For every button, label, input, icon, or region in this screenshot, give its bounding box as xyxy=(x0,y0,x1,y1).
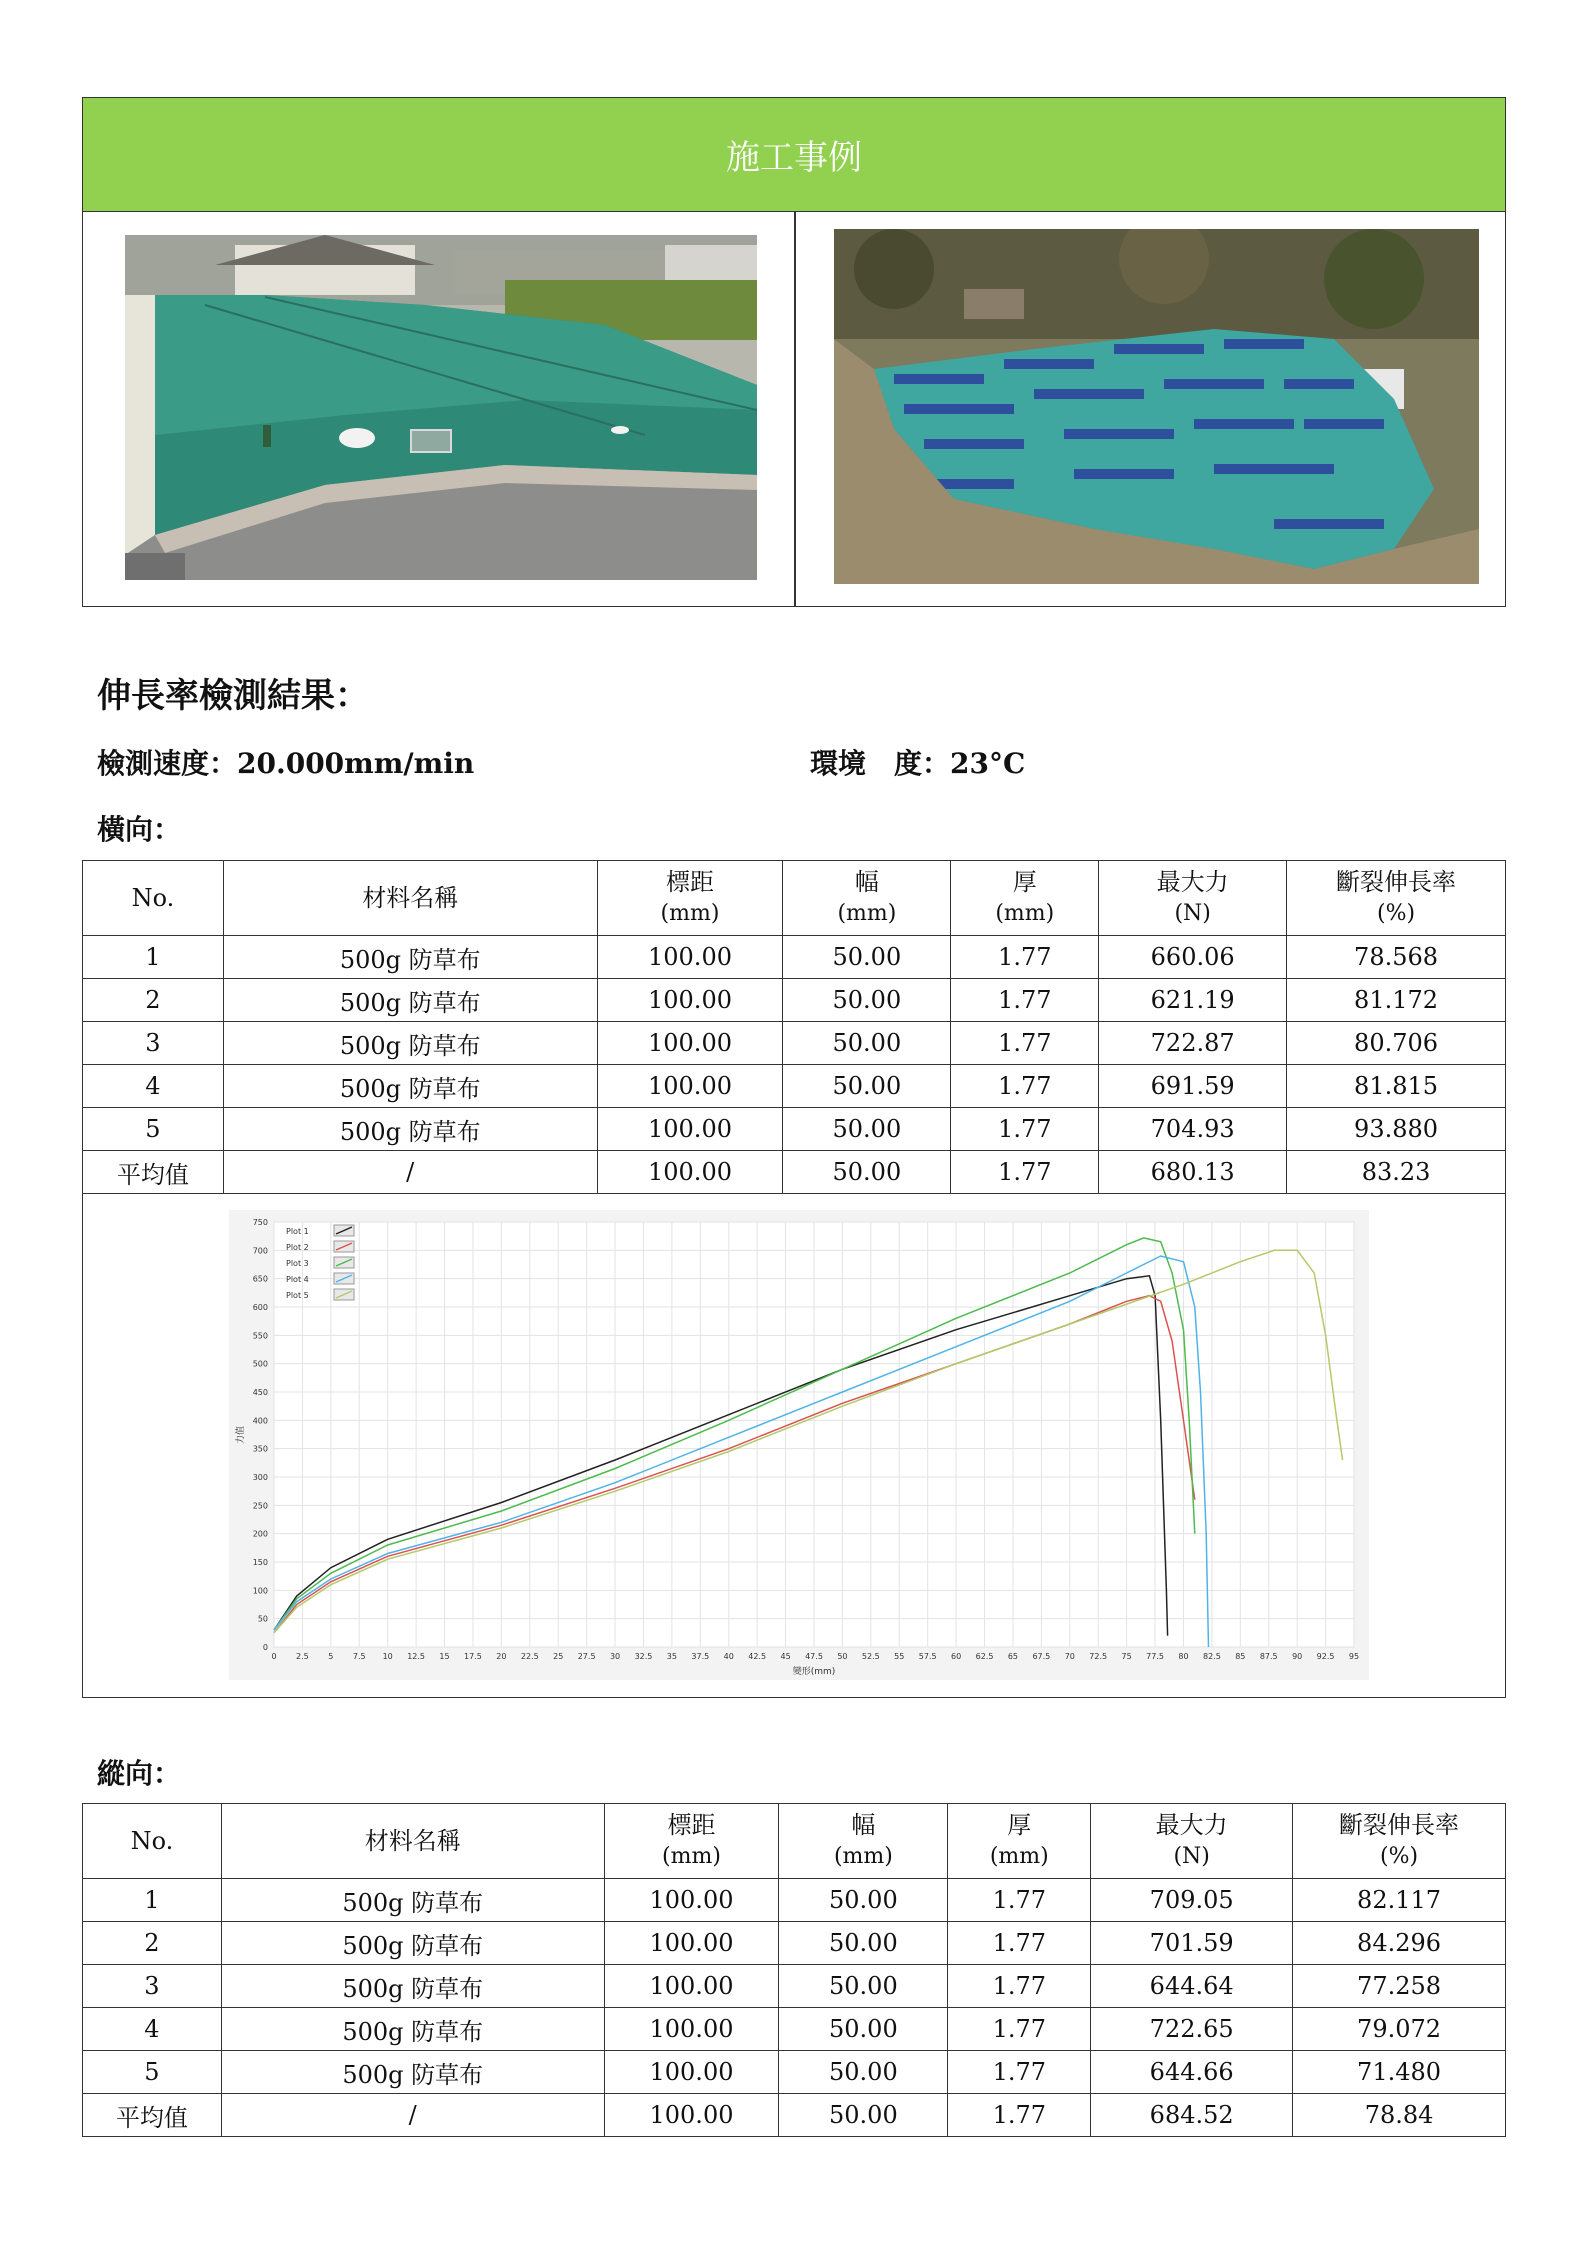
legend-label: Plot 5 xyxy=(286,1291,309,1300)
cell-gauge: 100.00 xyxy=(604,2008,779,2051)
table-row xyxy=(83,1022,1506,1065)
x-tick-label: 45 xyxy=(780,1652,791,1661)
cell-material: 500g 防草布 xyxy=(223,1108,597,1151)
x-axis-label: 變形(mm) xyxy=(792,1667,836,1677)
cell-no: 2 xyxy=(83,979,224,1022)
section-title: 施工事例 xyxy=(726,138,862,178)
header-width: 幅 (mm) xyxy=(779,1804,948,1879)
y-axis-label: 力值 xyxy=(236,1425,246,1445)
cell-width: 50.00 xyxy=(783,936,951,979)
cell-elongation: 78.84 xyxy=(1293,2094,1506,2137)
cell-gauge: 100.00 xyxy=(597,1151,783,1194)
cell-thickness: 1.77 xyxy=(951,936,1099,979)
cell-no: 1 xyxy=(83,1879,222,1922)
cell-elongation: 93.880 xyxy=(1287,1108,1506,1151)
y-tick-label: 700 xyxy=(252,1246,268,1256)
cell-elongation: 84.296 xyxy=(1293,1922,1506,1965)
table-average-row xyxy=(83,1151,1506,1194)
cell-thickness: 1.77 xyxy=(951,1151,1099,1194)
cell-max-force: 644.64 xyxy=(1091,1965,1293,2008)
y-tick-label: 500 xyxy=(252,1359,268,1369)
cell-max-force: 709.05 xyxy=(1091,1879,1293,1922)
cell-width: 50.00 xyxy=(783,1151,951,1194)
cell-elongation: 81.172 xyxy=(1287,979,1506,1022)
header-elongation: 斷裂伸長率 (%) xyxy=(1293,1804,1506,1879)
cell-thickness: 1.77 xyxy=(951,979,1099,1022)
cell-no: 2 xyxy=(83,1922,222,1965)
photo-flat-ground-weed-barrier xyxy=(125,235,757,580)
vertical-results-table xyxy=(82,1803,1506,2137)
table-row xyxy=(83,1108,1506,1151)
environment-label: 環境 度：23°C xyxy=(810,747,1026,780)
table-average-row xyxy=(83,2094,1506,2137)
x-tick-label: 32.5 xyxy=(634,1652,653,1661)
x-tick-label: 62.5 xyxy=(975,1652,994,1661)
cell-width: 50.00 xyxy=(779,2051,948,2094)
y-tick-label: 450 xyxy=(252,1388,268,1397)
y-tick-label: 750 xyxy=(252,1218,268,1227)
cell-gauge: 100.00 xyxy=(597,936,783,979)
cell-gauge: 100.00 xyxy=(597,1108,783,1151)
photo-divider xyxy=(794,211,796,606)
cell-elongation: 81.815 xyxy=(1287,1065,1506,1108)
x-tick-label: 90 xyxy=(1292,1652,1303,1661)
cell-thickness: 1.77 xyxy=(948,1922,1091,1965)
legend-label: Plot 3 xyxy=(286,1259,309,1268)
cell-gauge: 100.00 xyxy=(597,979,783,1022)
cell-max-force: 722.65 xyxy=(1091,2008,1293,2051)
y-tick-label: 300 xyxy=(252,1473,268,1482)
x-tick-label: 12.5 xyxy=(407,1652,426,1661)
cell-thickness: 1.77 xyxy=(951,1108,1099,1151)
cell-elongation: 82.117 xyxy=(1293,1879,1506,1922)
x-tick-label: 35 xyxy=(666,1652,677,1661)
test-speed-label: 檢測速度：20.000mm/min xyxy=(97,747,475,780)
cell-thickness: 1.77 xyxy=(948,2008,1091,2051)
photo-row xyxy=(82,211,1506,607)
force-elongation-chart xyxy=(229,1210,1369,1680)
x-tick-label: 52.5 xyxy=(861,1652,880,1661)
cell-max-force: 691.59 xyxy=(1099,1065,1287,1108)
cell-thickness: 1.77 xyxy=(948,2051,1091,2094)
header-max-force: 最大力 (N) xyxy=(1099,861,1287,936)
header-material: 材料名稱 xyxy=(221,1804,604,1879)
cell-gauge: 100.00 xyxy=(604,1965,779,2008)
cell-width: 50.00 xyxy=(783,1065,951,1108)
x-tick-label: 67.5 xyxy=(1032,1652,1051,1661)
x-tick-label: 42.5 xyxy=(748,1652,767,1661)
x-tick-label: 17.5 xyxy=(464,1652,482,1661)
cell-gauge: 100.00 xyxy=(597,1065,783,1108)
x-tick-label: 57.5 xyxy=(918,1652,937,1661)
cell-thickness: 1.77 xyxy=(948,1879,1091,1922)
table-row xyxy=(83,1879,1506,1922)
cell-thickness: 1.77 xyxy=(951,1065,1099,1108)
chart-cell xyxy=(82,1190,1506,1698)
legend-label: Plot 4 xyxy=(286,1275,309,1284)
cell-no: 3 xyxy=(83,1022,224,1065)
cell-max-force: 644.66 xyxy=(1091,2051,1293,2094)
y-tick-label: 200 xyxy=(252,1529,268,1539)
y-tick-label: 350 xyxy=(252,1444,268,1454)
table-row xyxy=(83,936,1506,979)
y-tick-label: 150 xyxy=(252,1558,268,1567)
test-results-heading: 伸長率檢測結果： xyxy=(97,676,369,716)
x-tick-label: 92.5 xyxy=(1316,1652,1335,1661)
cell-elongation: 77.258 xyxy=(1293,1965,1506,2008)
cell-width: 50.00 xyxy=(779,2094,948,2137)
table-row xyxy=(83,2051,1506,2094)
table-row xyxy=(83,979,1506,1022)
cell-material: 500g 防草布 xyxy=(221,2051,604,2094)
cell-gauge: 100.00 xyxy=(604,2051,779,2094)
table-row xyxy=(83,1965,1506,2008)
x-tick-label: 47.5 xyxy=(805,1652,823,1661)
x-tick-label: 85 xyxy=(1235,1652,1246,1661)
cell-width: 50.00 xyxy=(779,1965,948,2008)
header-width: 幅 (mm) xyxy=(783,861,951,936)
cell-thickness: 1.77 xyxy=(948,2094,1091,2137)
cell-width: 50.00 xyxy=(783,979,951,1022)
legend-label: Plot 2 xyxy=(286,1243,309,1252)
x-tick-label: 25 xyxy=(553,1652,564,1661)
table-header-row xyxy=(83,861,1506,936)
cell-max-force: 684.52 xyxy=(1091,2094,1293,2137)
cell-material: 500g 防草布 xyxy=(223,1022,597,1065)
y-tick-label: 650 xyxy=(252,1274,268,1284)
y-tick-label: 550 xyxy=(252,1331,268,1341)
section-title-band xyxy=(82,97,1506,212)
cell-thickness: 1.77 xyxy=(948,1965,1091,2008)
cell-material: / xyxy=(223,1151,597,1194)
table-row xyxy=(83,2008,1506,2051)
cell-max-force: 660.06 xyxy=(1099,936,1287,979)
legend-label: Plot 1 xyxy=(286,1227,309,1236)
cell-width: 50.00 xyxy=(779,1922,948,1965)
cell-material: / xyxy=(221,2094,604,2137)
cell-width: 50.00 xyxy=(779,1879,948,1922)
x-tick-label: 5 xyxy=(328,1652,334,1661)
cell-gauge: 100.00 xyxy=(604,1922,779,1965)
header-max-force: 最大力 (N) xyxy=(1091,1804,1293,1879)
x-tick-label: 65 xyxy=(1007,1652,1019,1661)
header-no: No. xyxy=(83,861,224,936)
cell-no: 4 xyxy=(83,2008,222,2051)
cell-material: 500g 防草布 xyxy=(221,2008,604,2051)
cell-max-force: 704.93 xyxy=(1099,1108,1287,1151)
x-tick-label: 2.5 xyxy=(296,1652,309,1661)
y-tick-label: 50 xyxy=(257,1614,268,1624)
cell-width: 50.00 xyxy=(779,2008,948,2051)
x-tick-label: 22.5 xyxy=(520,1652,539,1661)
cell-elongation: 71.480 xyxy=(1293,2051,1506,2094)
x-tick-label: 0 xyxy=(271,1652,277,1661)
x-tick-label: 77.5 xyxy=(1146,1652,1164,1661)
x-tick-label: 95 xyxy=(1348,1652,1360,1661)
x-tick-label: 60 xyxy=(951,1652,962,1661)
x-tick-label: 72.5 xyxy=(1089,1652,1108,1661)
table-header-row xyxy=(83,1804,1506,1879)
table-row xyxy=(83,1922,1506,1965)
cell-gauge: 100.00 xyxy=(604,2094,779,2137)
cell-max-force: 701.59 xyxy=(1091,1922,1293,1965)
y-tick-label: 250 xyxy=(252,1501,268,1511)
x-tick-label: 15 xyxy=(439,1652,450,1661)
header-gauge: 標距 (mm) xyxy=(604,1804,779,1879)
cell-thickness: 1.77 xyxy=(951,1022,1099,1065)
cell-no: 4 xyxy=(83,1065,224,1108)
header-no: No. xyxy=(83,1804,222,1879)
cell-width: 50.00 xyxy=(783,1022,951,1065)
x-tick-label: 10 xyxy=(382,1652,393,1661)
x-tick-label: 80 xyxy=(1178,1652,1189,1661)
cell-gauge: 100.00 xyxy=(604,1879,779,1922)
cell-no: 3 xyxy=(83,1965,222,2008)
x-tick-label: 70 xyxy=(1064,1652,1075,1661)
x-tick-label: 50 xyxy=(837,1652,848,1661)
y-tick-label: 400 xyxy=(252,1416,268,1426)
horizontal-results-table xyxy=(82,860,1506,1194)
x-tick-label: 7.5 xyxy=(352,1652,366,1661)
cell-no: 平均值 xyxy=(83,2094,222,2137)
cell-elongation: 83.23 xyxy=(1287,1151,1506,1194)
y-tick-label: 600 xyxy=(252,1303,268,1312)
cell-material: 500g 防草布 xyxy=(223,1065,597,1108)
x-tick-label: 27.5 xyxy=(577,1652,596,1661)
x-tick-label: 20 xyxy=(496,1652,507,1661)
cell-no: 5 xyxy=(83,2051,222,2094)
header-elongation: 斷裂伸長率 (%) xyxy=(1287,861,1506,936)
cell-elongation: 79.072 xyxy=(1293,2008,1506,2051)
x-tick-label: 55 xyxy=(894,1652,905,1661)
header-material: 材料名稱 xyxy=(223,861,597,936)
cell-no: 平均值 xyxy=(83,1151,224,1194)
cell-elongation: 78.568 xyxy=(1287,936,1506,979)
cell-material: 500g 防草布 xyxy=(223,936,597,979)
y-tick-label: 100 xyxy=(252,1586,268,1596)
cell-gauge: 100.00 xyxy=(597,1022,783,1065)
cell-width: 50.00 xyxy=(783,1108,951,1151)
x-tick-label: 82.5 xyxy=(1202,1652,1221,1661)
header-gauge: 標距 (mm) xyxy=(597,861,783,936)
y-tick-label: 0 xyxy=(262,1643,268,1652)
cell-material: 500g 防草布 xyxy=(221,1879,604,1922)
x-tick-label: 87.5 xyxy=(1259,1652,1278,1661)
cell-elongation: 80.706 xyxy=(1287,1022,1506,1065)
vertical-label: 縱向： xyxy=(97,1757,182,1790)
cell-max-force: 722.87 xyxy=(1099,1022,1287,1065)
cell-material: 500g 防草布 xyxy=(223,979,597,1022)
x-tick-label: 75 xyxy=(1121,1652,1132,1661)
table-row xyxy=(83,1065,1506,1108)
cell-material: 500g 防草布 xyxy=(221,1922,604,1965)
cell-material: 500g 防草布 xyxy=(221,1965,604,2008)
horizontal-label: 橫向： xyxy=(97,813,182,846)
x-tick-label: 40 xyxy=(723,1652,734,1661)
photo-solar-farm-weed-barrier xyxy=(834,229,1479,584)
cell-no: 1 xyxy=(83,936,224,979)
header-thickness: 厚 (mm) xyxy=(948,1804,1091,1879)
header-thickness: 厚 (mm) xyxy=(951,861,1099,936)
cell-max-force: 621.19 xyxy=(1099,979,1287,1022)
x-tick-label: 30 xyxy=(609,1652,621,1661)
cell-max-force: 680.13 xyxy=(1099,1151,1287,1194)
cell-no: 5 xyxy=(83,1108,224,1151)
x-tick-label: 37.5 xyxy=(691,1652,710,1661)
